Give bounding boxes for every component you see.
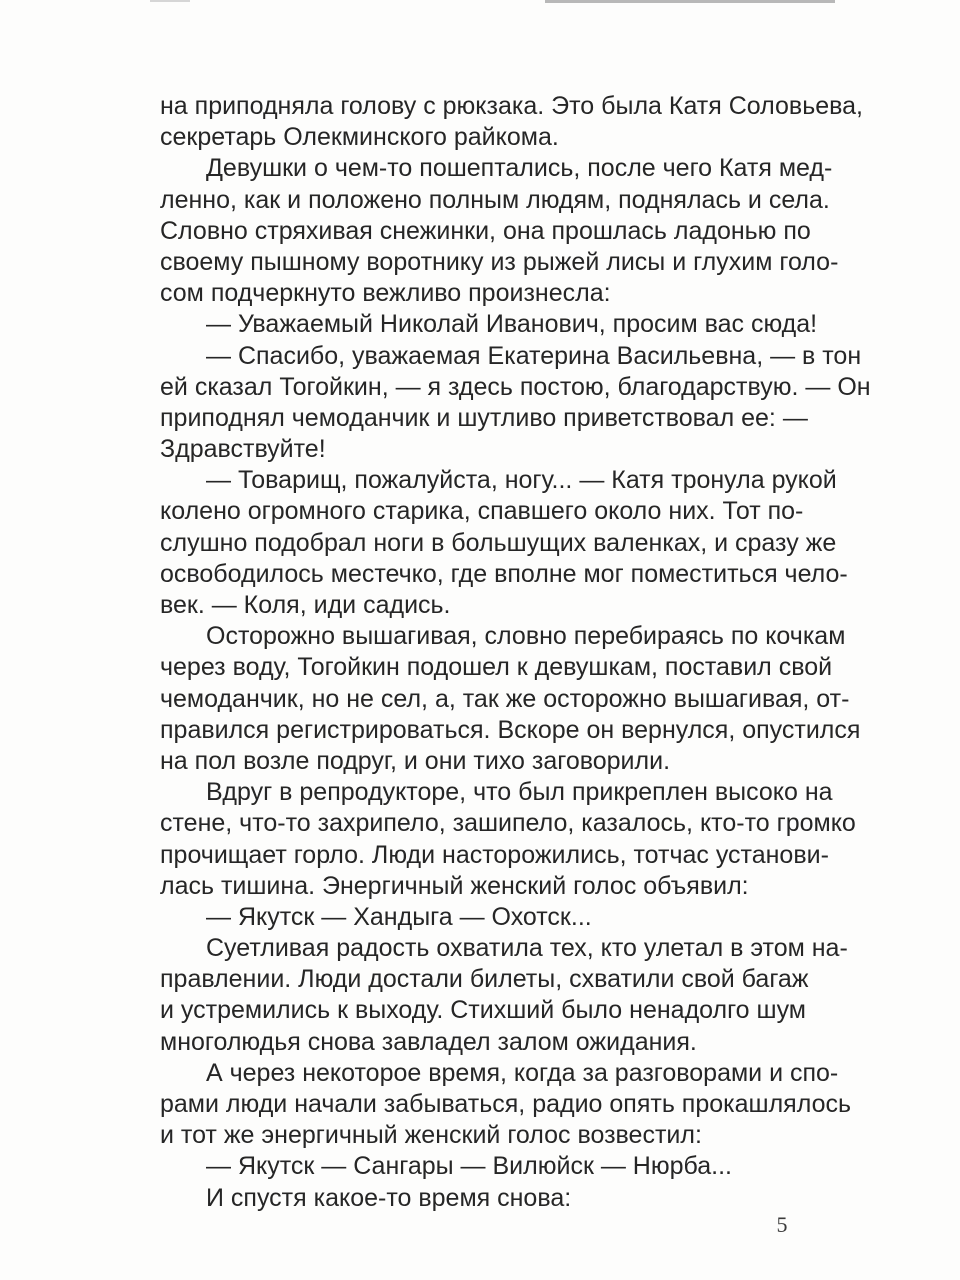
text-line: Девушки о чем-то пошептались, после чего Катя мед-: [206, 154, 833, 183]
text-line: — Товарищ, пожалуйста, ногу... — Катя тронула рукой: [206, 466, 837, 495]
text-line: на приподняла голову с рюкзака. Это была Катя Соловьева,: [160, 92, 863, 120]
text-line: на пол возле подруг, и они тихо заговорили.: [160, 746, 671, 775]
text-line: Суетливая радость охватила тех, кто улетал в этом на-: [206, 934, 848, 963]
text-line: Словно стряхивая снежинки, она прошлась ладонью по: [160, 216, 811, 245]
text-line: Осторожно вышагивая, словно перебираясь по кочкам: [206, 622, 846, 651]
body-text: [160, 91, 871, 1214]
text-line: правлении. Люди достали билеты, схватили свой багаж: [160, 965, 809, 994]
text-line: — Якутск — Хандыга — Охотск...: [206, 902, 592, 931]
text-line: — Спасибо, уважаемая Екатерина Васильевна, — в тон: [206, 341, 862, 370]
top-edge-rule: [545, 0, 835, 3]
text-line: ей сказал Тогойкин, — я здесь постою, благодарствую. — Он: [160, 372, 871, 401]
text-line: и тот же энергичный женский голос возвестил:: [160, 1121, 702, 1150]
text-line: стене, что-то захрипело, зашипело, казалось, кто-то громко: [160, 809, 856, 838]
top-edge-mark: [150, 0, 190, 2]
text-line: век. — Коля, иди садись.: [160, 591, 451, 619]
page-number: 5: [776, 1212, 788, 1237]
text-line: правился регистрироваться. Вскоре он вернулся, опустился: [160, 715, 861, 744]
text-line: — Якутск — Сангары — Вилюйск — Нюрба...: [206, 1152, 732, 1181]
text-line: освободилось местечко, где вполне мог поместиться чело-: [160, 559, 848, 588]
text-line: и устремились к выходу. Стихший было ненадолго шум: [160, 996, 806, 1025]
text-line: слушно подобрал ноги в большущих валенках, и сразу же: [160, 528, 837, 557]
text-line: А через некоторое время, когда за разговорами и спо-: [206, 1058, 839, 1087]
text-line: Вдруг в репродукторе, что был прикреплен высоко на: [206, 778, 833, 807]
text-line: Здравствуйте!: [160, 435, 326, 464]
text-line: многолюдья снова завладел залом ожидания.: [160, 1027, 697, 1056]
text-line: ленно, как и положено полным людям, поднялась и села.: [160, 185, 830, 214]
text-line: через воду, Тогойкин подошел к девушкам, поставил свой: [160, 653, 833, 682]
text-line: — Уважаемый Николай Иванович, просим вас сюда!: [206, 310, 818, 339]
text-line: своему пышному воротнику из рыжей лисы и глухим голо-: [160, 247, 839, 276]
text-line: прочищает горло. Люди насторожились, тотчас установи-: [160, 840, 829, 869]
text-line: лась тишина. Энергичный женский голос объявил:: [160, 871, 749, 900]
text-line: И спустя какое-то время снова:: [206, 1183, 572, 1212]
text-line: секретарь Олекминского райкома.: [160, 123, 559, 152]
text-line: сом подчеркнуто вежливо произнесла:: [160, 279, 611, 308]
text-line: чемоданчик, но не сел, а, так же осторожно вышагивая, от-: [160, 684, 850, 713]
text-line: приподнял чемоданчик и шутливо приветствовал ее: —: [160, 403, 808, 432]
text-line: рами люди начали забываться, радио опять прокашлялось: [160, 1090, 852, 1118]
text-line: колено огромного старика, спавшего около них. Тот по-: [160, 497, 804, 526]
